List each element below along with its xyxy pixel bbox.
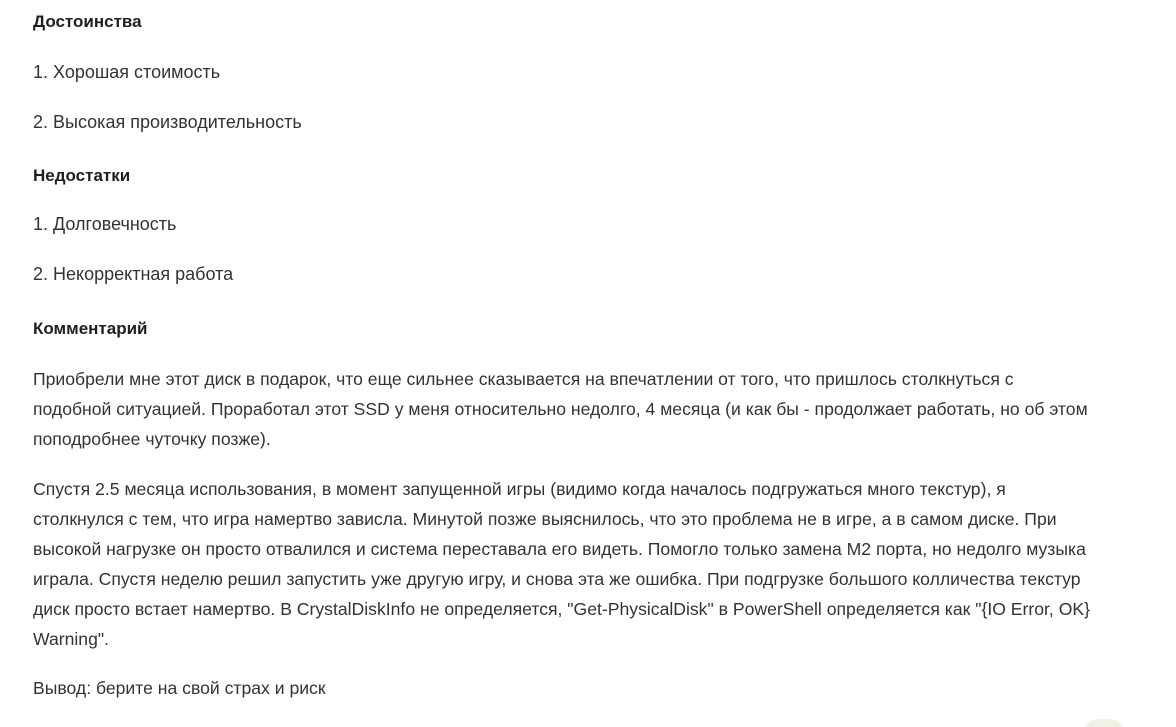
paragraph-line: диск просто встает намертво. В CrystalDiskInfo не определяется, "Get-PhysicalDisk" в PowerShell определяется как "{IO Error, OK} [33, 599, 1090, 619]
cons-item-1: 1. Долговечность [33, 214, 177, 234]
paragraph-line: подобной ситуацией. Проработал этот SSD у меня относительно недолго, 4 месяца (и как бы - продолжает работать, но об этом [33, 399, 1088, 419]
paragraph-line: поподробнее чуточку позже). [33, 429, 271, 449]
cons-item-2: 2. Некорректная работа [33, 264, 234, 284]
comment-paragraph-1 [33, 364, 1173, 454]
cons-heading: Недостатки [33, 166, 131, 185]
paragraph-line: Спустя 2.5 месяца использования, в момент запущенной игры (видимо когда началось подгружаться много текстур), я [33, 479, 1006, 499]
comment-paragraph-2 [33, 474, 1173, 654]
paragraph-line: Warning". [33, 629, 109, 649]
comment-conclusion: Вывод: берите на свой страх и риск [33, 678, 326, 698]
paragraph-line: высокой нагрузке он просто отвалился и система переставала его видеть. Помогло только замена M2 порта, но недолго музыка [33, 539, 1086, 559]
comment-heading: Комментарий [33, 319, 148, 338]
pros-heading: Достоинства [33, 12, 142, 31]
paragraph-line: Приобрели мне этот диск в подарок, что еще сильнее сказывается на впечатлении от того, что пришлось столкнуться с [33, 369, 1014, 389]
paragraph-line: столкнулся с тем, что игра намертво зависла. Минутой позже выяснилось, что это проблема не в игре, а в самом диске. При [33, 509, 1057, 529]
pros-item-2: 2. Высокая производительность [33, 112, 302, 132]
corner-decoration [1084, 719, 1124, 727]
pros-item-1: 1. Хорошая стоимость [33, 62, 221, 82]
paragraph-line: играла. Спустя неделю решил запустить уже другую игру, и снова эта же ошибка. При подгрузке большого колличества текстур [33, 569, 1081, 589]
